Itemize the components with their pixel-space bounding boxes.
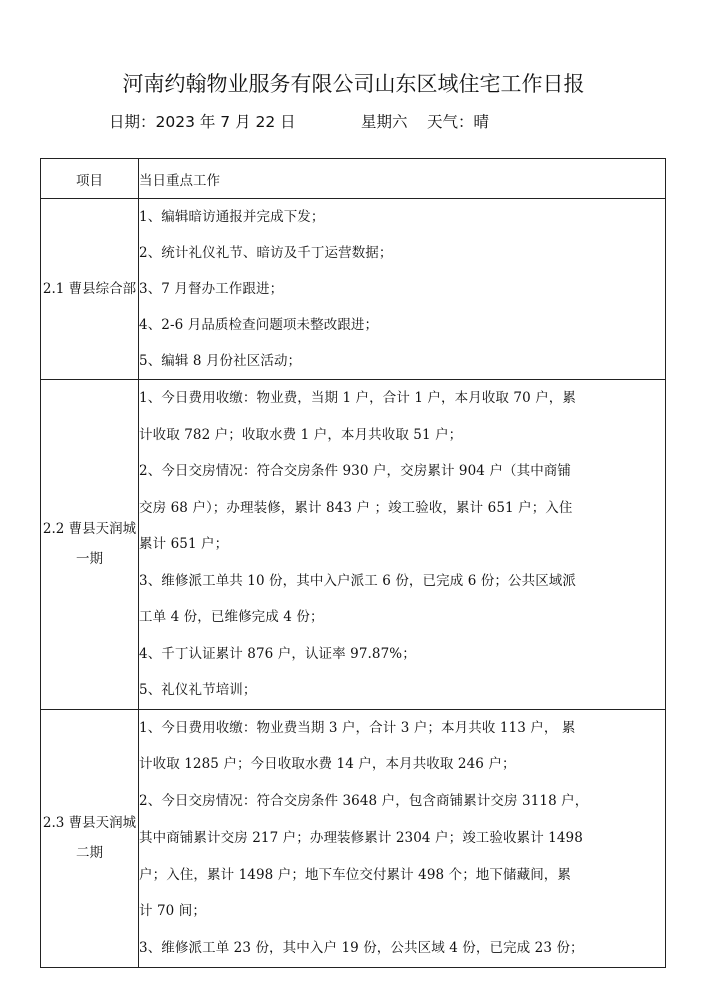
work-line: 1、编辑暗访通报并完成下发； [139,209,325,225]
work-line: 工单 4 份，已维修完成 4 份； [139,609,324,625]
work-line: 交房 68 户）；办理装修，累计 843 户 ；竣工验收，累计 651 户；入住 [139,499,573,516]
work-line: 1、今日费用收缴：物业费，当期 1 户，合计 1 户，本月收取 70 户，累 [139,390,576,406]
work-line: 计收取 1285 户；今日收取水费 14 户，本月共收取 246 户； [139,756,516,773]
table-row [41,380,666,710]
report-weekday: 星期六 [361,113,408,131]
work-line: 计收取 782 户；收取水费 1 户，本月共收取 51 户； [139,426,463,443]
work-line: 5、编辑 8 月份社区活动； [139,353,302,369]
work-line: 2、今日交房情况：符合交房条件 3648 户，包含商铺累计交房 3118 户， [139,793,589,810]
report-weather: 天气：晴 [427,113,490,131]
work-line: 3、维修派工单共 10 份，其中入户派工 6 份，已完成 6 份；公共区域派 [139,572,576,589]
work-line: 其中商铺累计交房 217 户；办理装修累计 2304 户；竣工验收累计 1498 [139,829,583,846]
work-cell [139,199,666,380]
project-cell: 2.1 曹县综合部 [41,199,139,380]
work-line: 1、今日费用收缴：物业费当期 3 户，合计 3 户；本月共收 113 户， 累 [139,719,576,736]
project-cell: 2.2 曹县天润城一期 [41,380,139,710]
header-work: 当日重点工作 [139,159,666,199]
table-row [41,199,666,380]
table-header-row [41,159,666,199]
work-line: 3、维修派工单 23 份，其中入户 19 份，公共区域 4 份，已完成 23 份； [139,940,584,957]
project-cell: 2.3 曹县天润城二期 [41,709,139,968]
work-line: 户；入住，累计 1498 户；地下车位交付累计 498 个；地下储藏间，累 [139,866,571,883]
report-title: 河南约翰物业服务有限公司山东区域住宅工作日报 [122,72,585,96]
work-line: 计 70 间； [139,903,206,920]
work-line: 4、2-6 月品质检查问题项未整改跟进； [139,317,379,333]
work-line: 3、7 月督办工作跟进； [139,281,284,297]
work-cell [139,709,666,968]
work-line: 5、礼仪礼节培训； [139,682,257,698]
header-project: 项目 [41,159,139,199]
work-line: 4、千丁认证累计 876 户，认证率 97.87%； [139,645,416,662]
work-report-table [40,158,666,968]
work-line: 2、统计礼仪礼节、暗访及千丁运营数据； [139,245,393,261]
table-row [41,709,666,968]
work-line: 累计 651 户； [139,536,229,552]
report-date: 日期：2023 年 7 月 22 日 [109,113,296,131]
work-line: 2、今日交房情况：符合交房条件 930 户，交房累计 904 户（其中商铺 [139,463,571,479]
work-cell [139,380,666,710]
